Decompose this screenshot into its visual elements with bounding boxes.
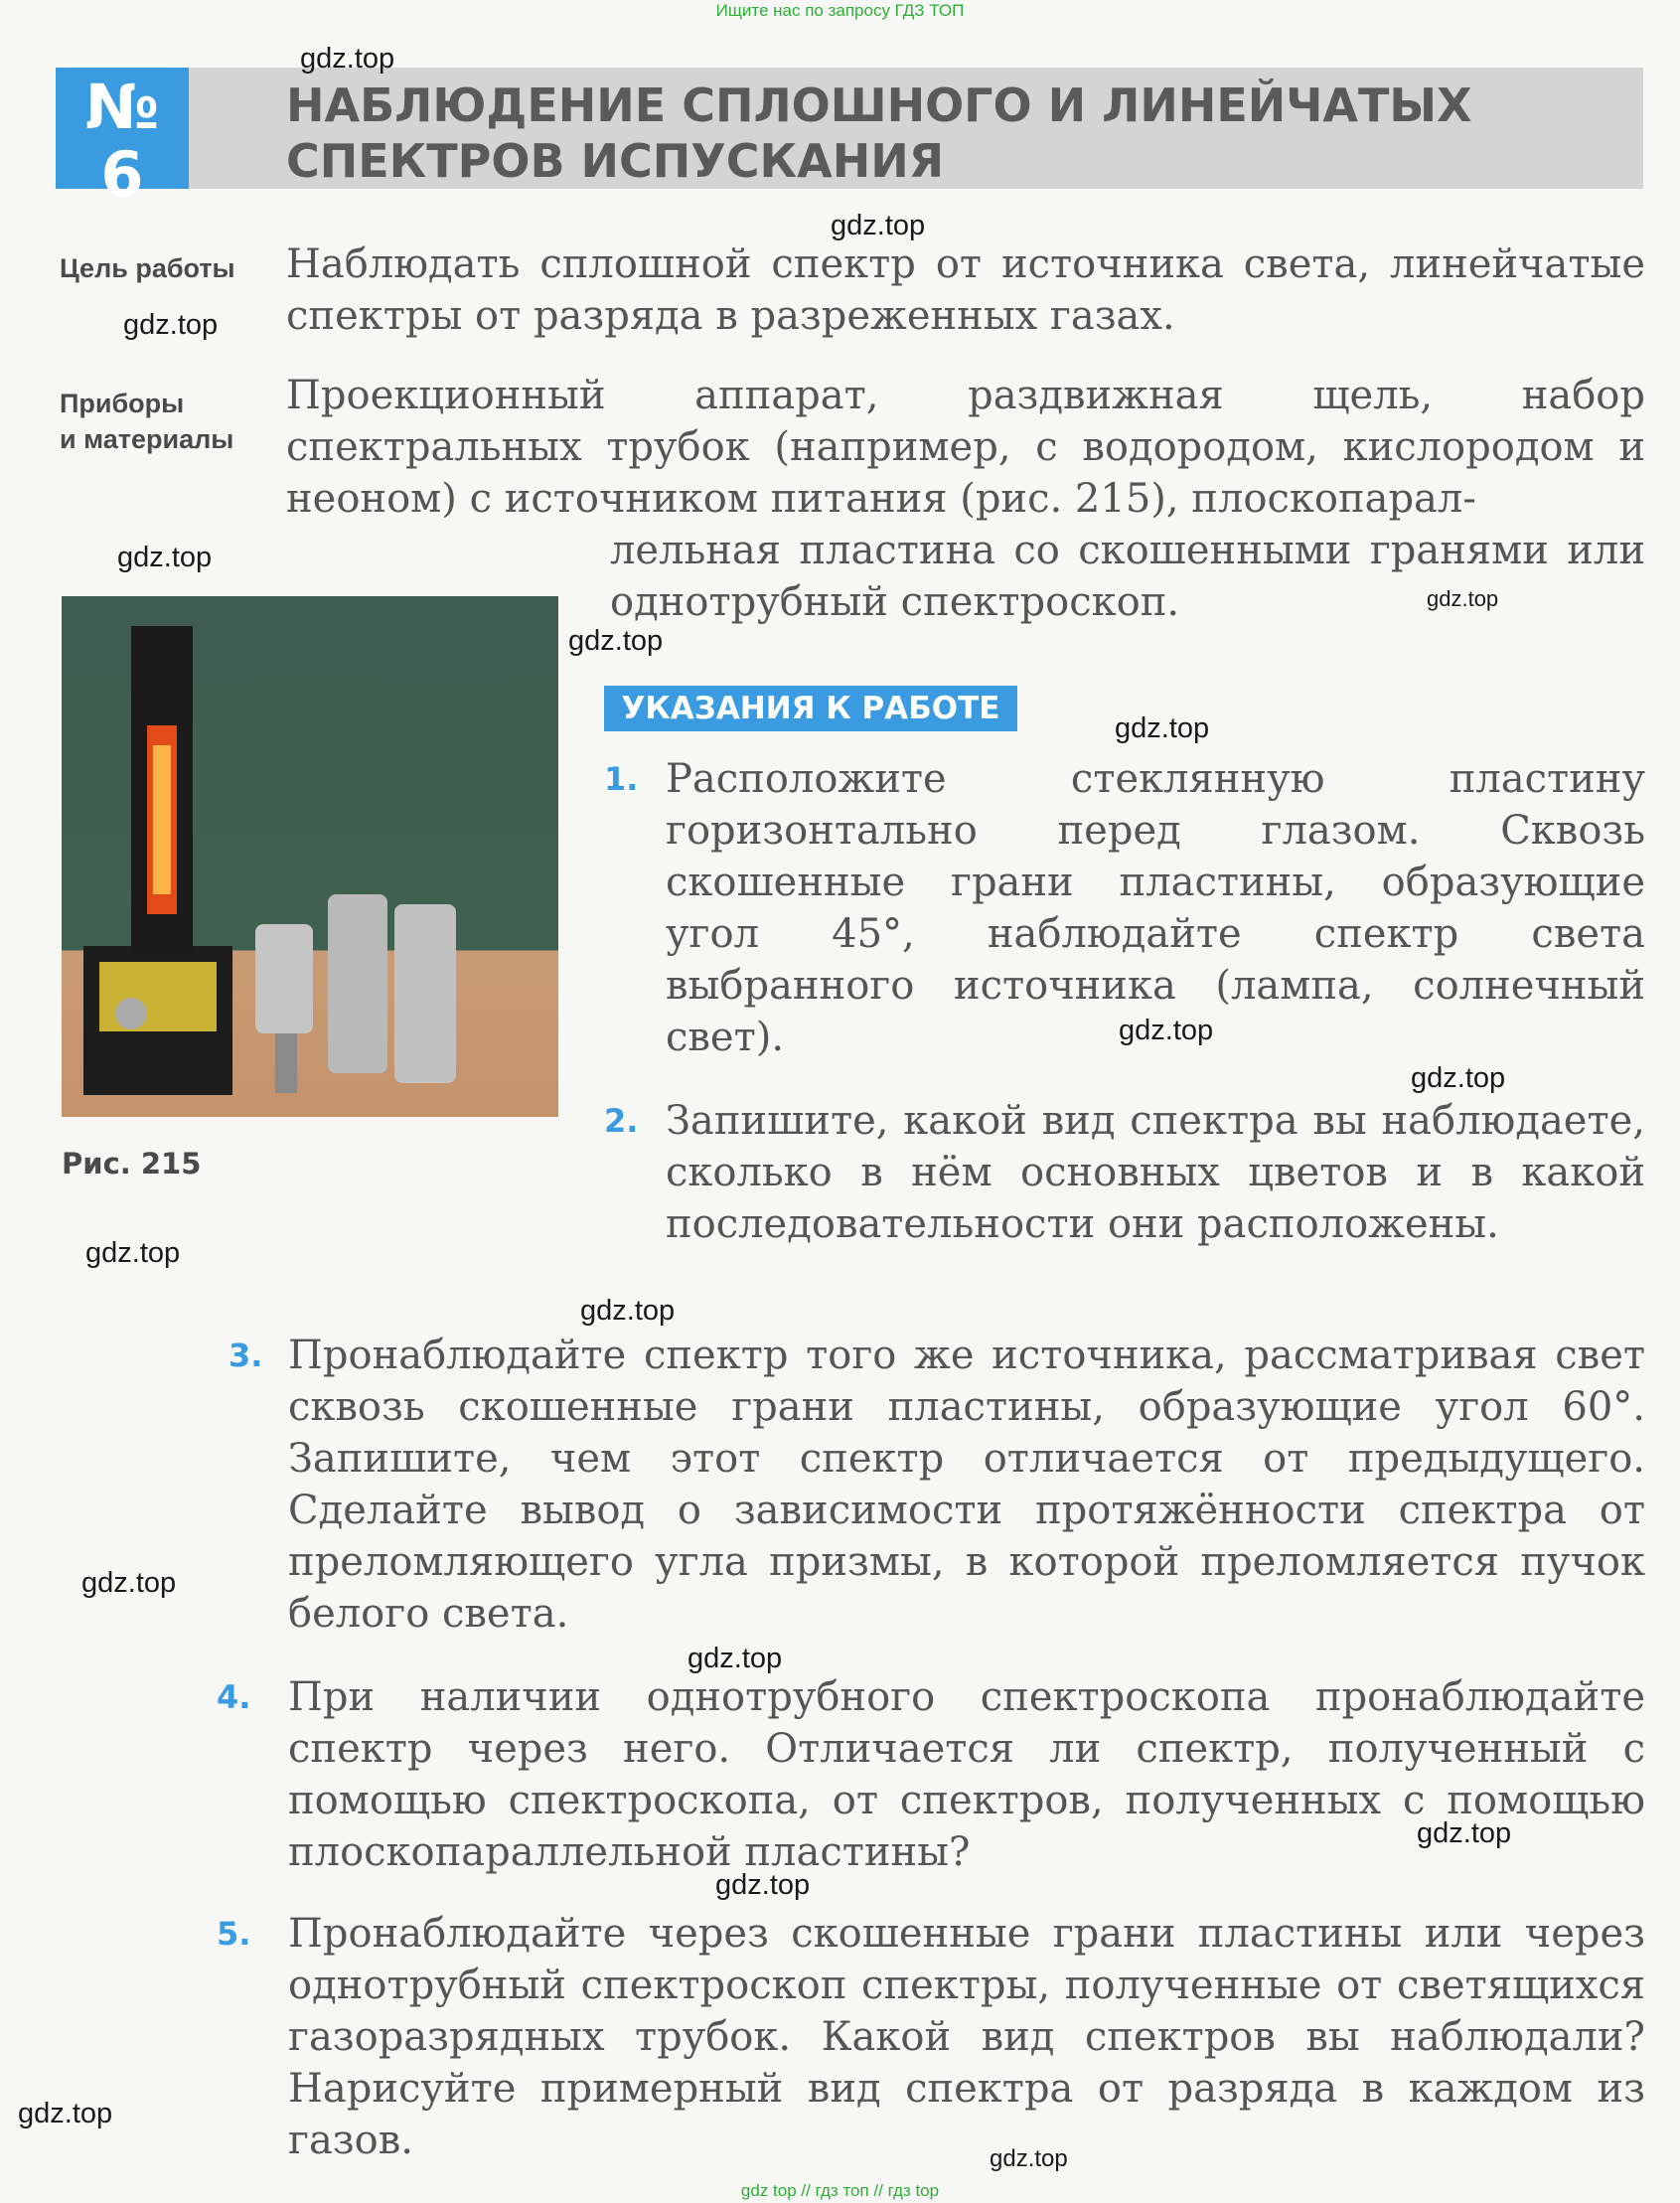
watermark: gdz.top (1427, 586, 1499, 611)
materials-label (60, 386, 233, 457)
materials-text-bottom: лельная пластина со скошенными гранями или однотрубный спектроскоп. (610, 528, 1645, 625)
goal-text: Наблюдать сплошной спектр от источника света, линейчатые спектры от разряда в разреженных газах. (286, 241, 1645, 339)
figure-caption: Рис. 215 (62, 1147, 202, 1180)
glow-core (153, 745, 171, 894)
step-4-text: При наличии однотрубного спектроскопа пронаблюдайте спектр через него. Отличается ли спектр, полученный с помощью спектроскопа, от спектров, полученных с помощью плоскопараллельной пластины? (288, 1674, 1645, 1875)
title-line-2: СПЕКТРОВ ИСПУСКАНИЯ (286, 134, 945, 188)
step-3-number: 3. (229, 1337, 263, 1374)
instructions-heading: УКАЗАНИЯ К РАБОТЕ (604, 686, 1017, 731)
title-line-1: НАБЛЮДЕНИЕ СПЛОШНОГО И ЛИНЕЙЧАТЫХ (286, 79, 1472, 132)
goal-label: Цель работы (60, 253, 235, 283)
watermark: gdz.top (18, 2098, 113, 2129)
watermark: gdz.top (687, 1643, 783, 1674)
step-5-text: Пронаблюдайте через скошенные грани пластины или через однотрубный спектроскоп спектры, полученные от светящихся газоразрядных трубок. Какой вид спектров вы наблюдали? Нарисуйте примерный вид спектра от разряда в каждом из газов. (288, 1911, 1645, 2163)
step-2-text: Запишите, какой вид спектра вы наблюдаете, сколько в нём основных цветов и в какой последовательности они расположены. (666, 1098, 1645, 1247)
figure-215-photo (62, 596, 558, 1117)
work-number-badge: № 6 (56, 68, 189, 189)
step-5-number: 5. (217, 1915, 251, 1953)
materials-text-top: Проекционный аппарат, раздвижная щель, набор спектральных трубок (например, с водородом, кислородом и неоном) с источником питания (рис. 215), плоскопарал- (286, 373, 1645, 522)
step-1-number: 1. (604, 760, 639, 798)
watermark: gdz.top (1417, 1817, 1512, 1849)
page-title (286, 78, 1617, 189)
watermark: gdz.top (123, 309, 219, 341)
watermark: gdz.top (990, 2145, 1068, 2172)
watermark: gdz.top (1119, 1015, 1214, 1046)
watermark: gdz.top (568, 625, 664, 657)
step-4-number: 4. (217, 1678, 251, 1716)
watermark: gdz.top (1411, 1062, 1506, 1094)
materials-label-line-2: и материалы (60, 424, 234, 454)
power-supply-label (99, 962, 217, 1031)
watermark: gdz.top (580, 1295, 676, 1327)
tube-electrode (275, 1033, 297, 1093)
power-knob (115, 998, 147, 1029)
watermark: gdz.top (1115, 712, 1210, 744)
step-1-text: Расположите стеклянную пластину горизонтально перед глазом. Сквозь скошенные грани пластины, образующие угол 45°, наблюдайте спектр света выбранного источника (лампа, солнечный свет). (666, 756, 1645, 1060)
watermark: gdz.top (85, 1237, 181, 1269)
watermark: gdz.top (715, 1869, 811, 1901)
watermark: gdz.top (831, 210, 926, 241)
top-banner: Ищите нас по запросу ГДЗ ТОП (715, 1, 965, 20)
spare-tube-2 (328, 894, 387, 1073)
watermark: gdz.top (117, 542, 213, 573)
step-2-number: 2. (604, 1102, 639, 1140)
footer-links: gdz top // гдз топ // гдз top (740, 2181, 940, 2200)
watermark: gdz.top (300, 43, 395, 75)
spare-tube-1 (255, 924, 313, 1033)
materials-label-line-1: Приборы (60, 389, 185, 418)
spectral-tubes-illustration (62, 596, 558, 1117)
step-3-text: Пронаблюдайте спектр того же источника, рассматривая свет сквозь скошенные грани пластины, образующие угол 60°. Запишите, чем этот спектр отличается от предыдущего. Сделайте вывод о зависимости протяжённости спектра от преломляющего угла призмы, в которой преломляется пучок белого света. (288, 1333, 1645, 1637)
spare-tube-3 (394, 904, 456, 1083)
watermark: gdz.top (81, 1567, 177, 1599)
